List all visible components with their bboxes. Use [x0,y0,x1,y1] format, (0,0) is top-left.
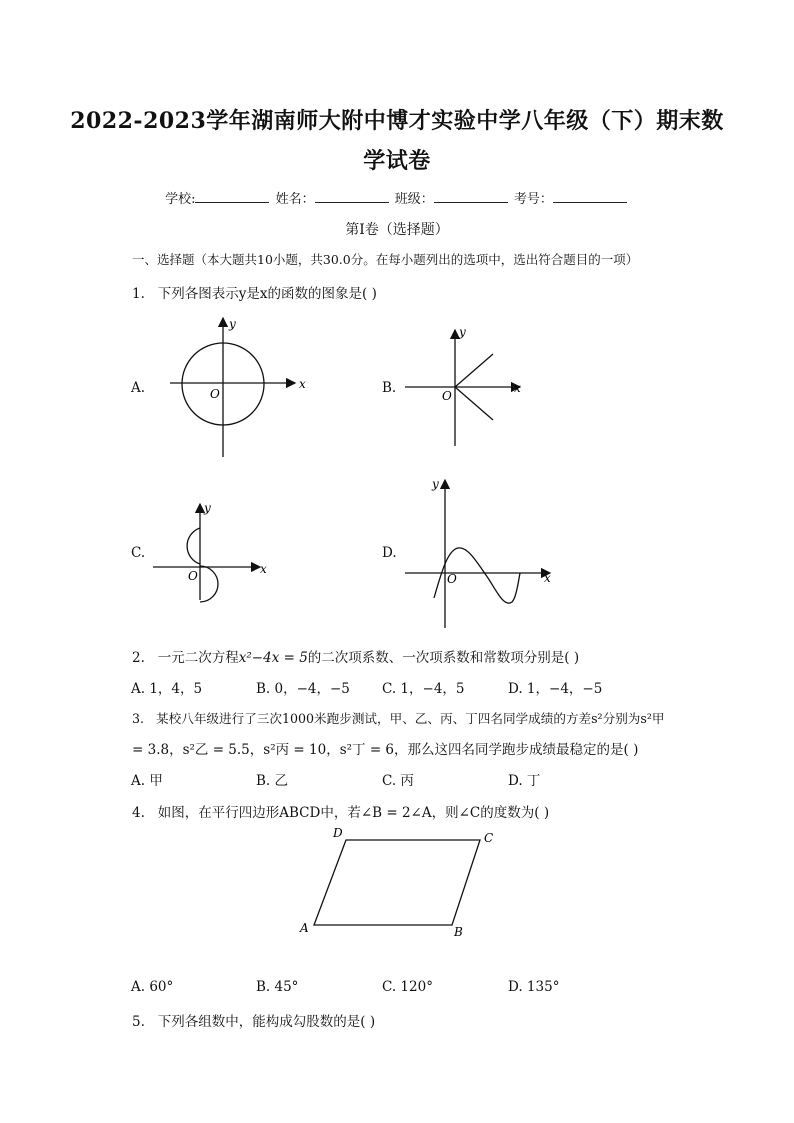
parallelogram-figure[interactable] [296,822,506,942]
question-stem: 下列各图表示y是x的函数的图象是( ) [157,286,377,302]
q2-option-a[interactable]: A. 1，4，5 [131,681,203,697]
question-3-line2: = 3.8，s²乙 = 5.5，s²丙 = 10，s²丁 = 6，那么这四名同学跑步成绩最稳定的是( ) [132,742,639,758]
question-number: 3. [132,711,145,726]
exam-title-line1: 2022-2023学年湖南师大附中博才实验中学八年级（下）期末数 [70,108,724,134]
exam-title-line2: 学试卷 [363,148,431,174]
right-semicircle [200,566,218,602]
question-stem: 下列各组数中，能构成勾股数的是( ) [157,1014,376,1030]
school-blank[interactable] [195,189,269,203]
equation: x²−4x = 5 [238,650,308,666]
q2-option-d[interactable]: D. 1，−4，−5 [508,681,603,697]
question-number: 1. [132,286,145,302]
class-label: 班级： [394,192,434,207]
option-c-label: C. [131,545,146,561]
question-4 [132,801,549,821]
graph-a-circle[interactable] [165,310,315,462]
question-stem-line1: 某校八年级进行了三次1000米跑步测试，甲、乙、丙、丁四名同学成绩的方差s²分别为s²甲 [156,711,665,726]
student-info-line [0,188,794,207]
question-3 [132,708,665,727]
question-stem-post: 的二次项系数、一次项系数和常数项分别是( ) [307,650,580,666]
parallelogram-abcd [314,840,480,925]
school-label: 学校: [165,192,196,207]
vertex-a-label: A [300,921,309,935]
exam-number-blank[interactable] [553,189,627,203]
section-heading: 一、选择题（本大题共10小题，共30.0分。在每小题列出的选项中，选出符合题目的一项） [132,252,639,267]
origin-label: O [188,569,198,583]
y-axis-label: y [459,325,466,339]
graph-b-rays[interactable] [400,322,540,450]
origin-label: O [447,572,457,586]
name-blank[interactable] [315,189,389,203]
question-number: 2. [132,650,145,666]
origin-label: O [442,389,452,403]
graph-d-wave[interactable] [400,474,560,632]
question-2 [132,646,579,666]
question-number: 4. [132,805,145,821]
q3-option-b[interactable]: B. 乙 [256,773,289,789]
name-label: 姓名： [275,192,315,207]
question-stem: 如图，在平行四边形ABCD中，若∠B = 2∠A，则∠C的度数为( ) [157,805,550,821]
vertex-c-label: C [484,831,494,845]
q4-option-b[interactable]: B. 45° [256,979,299,995]
ray-upper [455,354,493,387]
q2-option-c[interactable]: C. 1，−4，5 [382,681,465,697]
option-a-label: A. [131,380,146,396]
question-5 [132,1010,375,1030]
q3-option-c[interactable]: C. 丙 [382,773,414,789]
ray-lower [455,387,493,420]
question-number: 5. [132,1014,145,1030]
vertex-d-label: D [333,826,343,840]
y-axis-label: y [229,317,236,331]
volume-title: 第I卷（选择题） [345,222,449,238]
x-axis-label: x [299,377,306,391]
graph-c-semicircles[interactable] [148,498,278,606]
y-axis-label: y [204,501,211,515]
option-d-label: D. [382,545,397,561]
q4-option-a[interactable]: A. 60° [131,979,174,995]
question-1 [132,282,377,302]
vertex-b-label: B [454,925,463,939]
exam-number-label: 考号： [513,192,553,207]
left-semicircle [187,528,200,564]
q4-option-d[interactable]: D. 135° [508,979,560,995]
y-axis-label: y [432,477,439,491]
x-axis-label: x [514,381,521,395]
origin-label: O [210,387,220,401]
question-stem-pre: 一元二次方程 [157,650,239,666]
option-b-label: B. [382,380,397,396]
q3-option-d[interactable]: D. 丁 [508,773,541,789]
q2-option-b[interactable]: B. 0，−4，−5 [256,681,350,697]
q4-option-c[interactable]: C. 120° [382,979,433,995]
q3-option-a[interactable]: A. 甲 [131,773,163,789]
class-blank[interactable] [434,189,508,203]
x-axis-label: x [260,562,267,576]
x-axis-label: x [544,571,551,585]
